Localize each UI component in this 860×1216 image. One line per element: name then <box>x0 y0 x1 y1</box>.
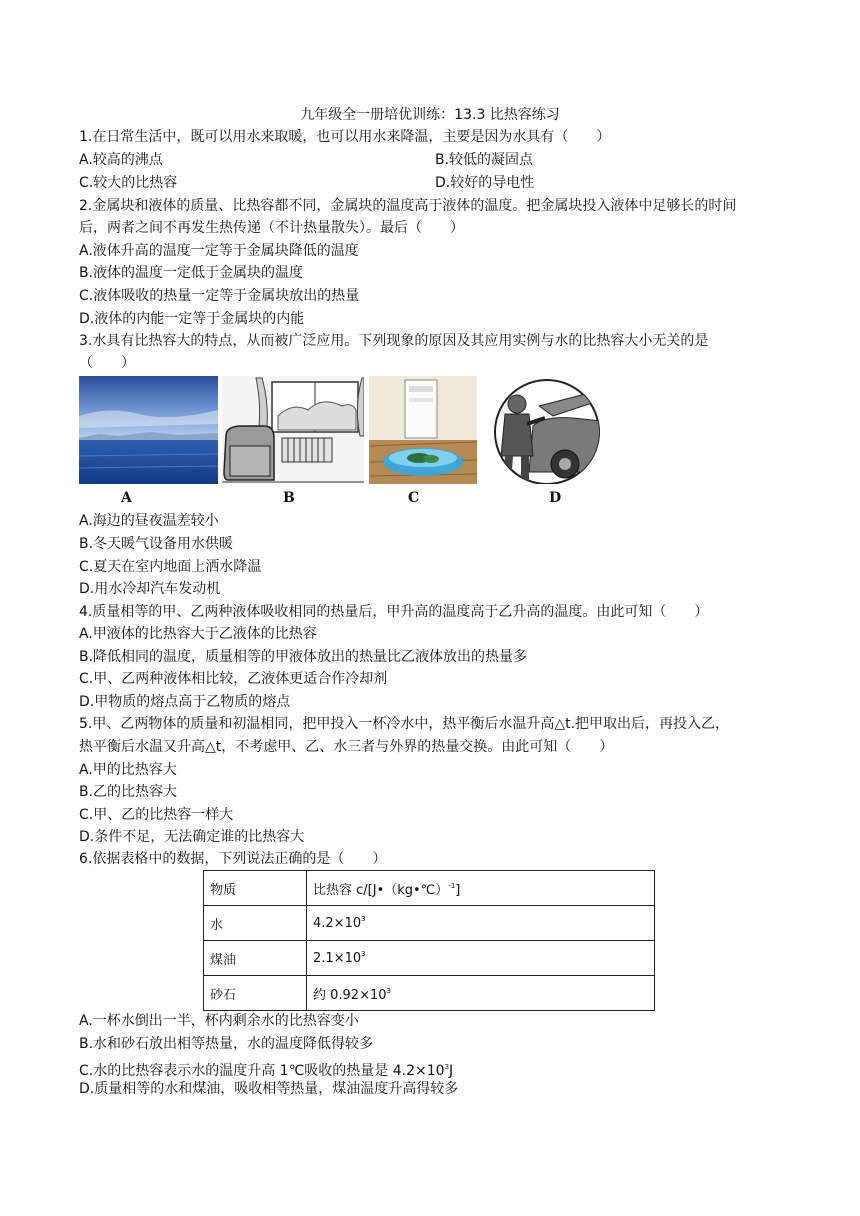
table-header-specific-heat <box>307 871 655 906</box>
value-exponent: 3 <box>361 950 366 958</box>
q3-image-row <box>79 376 619 506</box>
value-mantissa: 4.2×10 <box>313 916 362 931</box>
q1-option-a: A.较高的沸点 <box>79 152 163 168</box>
q6-option-d: D.质量相等的水和煤油，吸收相等热量，煤油温度升高得较多 <box>79 1081 459 1097</box>
header-text: 比热容 c/[J•（kg•℃） <box>313 882 449 898</box>
q3-option-d: D.用水冷却汽车发动机 <box>79 581 221 597</box>
q5-option-a: A.甲的比热容大 <box>79 762 177 778</box>
q2-option-c: C.液体吸收的热量一定等于金属块放出的热量 <box>79 288 360 304</box>
q3-stem-line1: 3.水具有比热容大的特点，从而被广泛应用。下列现象的原因及其应用实例与水的比热容大小无关的是 <box>79 333 709 349</box>
table-row <box>204 976 655 1011</box>
q4-option-a: A.甲液体的比热容大于乙液体的比热容 <box>79 626 317 642</box>
value-exponent: 3 <box>386 986 391 995</box>
table-cell-value <box>307 941 655 976</box>
radiator-room-image <box>222 376 364 484</box>
table-header-row <box>204 871 655 906</box>
table-cell-value <box>307 906 655 941</box>
q6-option-c <box>79 1058 453 1080</box>
q4-option-d: D.甲物质的熔点高于乙物质的熔点 <box>79 694 291 710</box>
q4-stem: 4.质量相等的甲、乙两种液体吸收相同的热量后，甲升高的温度高于乙升高的温度。由此可知（ ） <box>79 604 709 620</box>
q6-option-c-unit: J <box>449 1063 454 1079</box>
image-label-a: A <box>121 490 132 506</box>
q2-option-a: A.液体升高的温度一定等于金属块降低的温度 <box>79 243 359 259</box>
q2-stem-line2: 后，两者之间不再发生热传递（不计热量散失）。最后（ ） <box>79 220 464 236</box>
q6-option-c-exponent: 3 <box>444 1063 450 1071</box>
table-row <box>204 941 655 976</box>
q3-option-c: C.夏天在室内地面上洒水降温 <box>79 559 262 575</box>
q1-stem: 1.在日常生活中，既可以用水来取暖，也可以用水来降温，主要是因为水具有（ ） <box>79 129 611 145</box>
header-bracket: ] <box>455 882 461 898</box>
table-cell-value <box>307 976 655 1011</box>
q3-stem-line2: （ ） <box>79 355 135 371</box>
value-exponent: 3 <box>361 915 366 923</box>
q1-option-d: D.较好的导电性 <box>435 175 535 191</box>
car-engine-image <box>483 376 619 484</box>
q5-option-d: D.条件不足，无法确定谁的比热容大 <box>79 829 305 845</box>
q4-option-b: B.降低相同的温度，质量相等的甲液体放出的热量比乙液体放出的热量多 <box>79 649 528 665</box>
table-row <box>204 906 655 941</box>
q6-option-c-text: C.水的比热容表示水的温度升高 1℃吸收的热量是 4.2×10 <box>79 1063 445 1079</box>
table-cell-substance: 煤油 <box>204 941 307 976</box>
value-mantissa: 约 0.92×10 <box>313 987 387 1003</box>
image-label-b: B <box>283 490 295 506</box>
image-label-c: C <box>408 490 420 506</box>
q6-option-b: B.水和砂石放出相等热量，水的温度降低得较多 <box>79 1036 374 1052</box>
q2-stem-line1: 2.金属块和液体的质量、比热容都不同，金属块的温度高于液体的温度。把金属块投入液体中足够长的时间 <box>79 198 737 214</box>
q3-option-a: A.海边的昼夜温差较小 <box>79 513 219 529</box>
q1-option-c: C.较大的比热容 <box>79 175 178 191</box>
seaside-image <box>79 376 218 484</box>
q1-option-b: B.较低的凝固点 <box>435 152 534 168</box>
table-cell-substance: 水 <box>204 906 307 941</box>
q6-option-a: A.一杯水倒出一半，杯内剩余水的比热容变小 <box>79 1013 359 1029</box>
image-label-d: D <box>549 490 562 506</box>
q2-option-b: B.液体的温度一定低于金属块的温度 <box>79 265 304 281</box>
q3-option-b: B.冬天暖气设备用水供暖 <box>79 536 234 552</box>
table-cell-substance: 砂石 <box>204 976 307 1011</box>
header-exponent: -1 <box>448 881 456 890</box>
q5-stem-line2: 热平衡后水温又升高△t，不考虑甲、乙、水三者与外界的热量交换。由此可知（ ） <box>79 739 614 755</box>
q4-option-c: C.甲、乙两种液体相比较，乙液体更适合作冷却剂 <box>79 671 388 687</box>
value-mantissa: 2.1×10 <box>313 951 362 966</box>
basin-image <box>369 376 477 484</box>
page-title: 九年级全一册培优训练：13.3 比热容练习 <box>300 107 560 123</box>
q5-option-b: B.乙的比热容大 <box>79 784 178 800</box>
q6-stem: 6.依据表格中的数据，下列说法正确的是（ ） <box>79 851 387 867</box>
table-header-substance: 物质 <box>204 871 307 906</box>
specific-heat-table <box>203 870 655 1011</box>
q2-option-d: D.液体的内能一定等于金属块的内能 <box>79 311 305 327</box>
q5-option-c: C.甲、乙的比热容一样大 <box>79 807 234 823</box>
q5-stem-line1: 5.甲、乙两物体的质量和初温相同，把甲投入一杯冷水中，热平衡后水温升高△t.把甲取出后，再投入乙， <box>79 716 730 732</box>
